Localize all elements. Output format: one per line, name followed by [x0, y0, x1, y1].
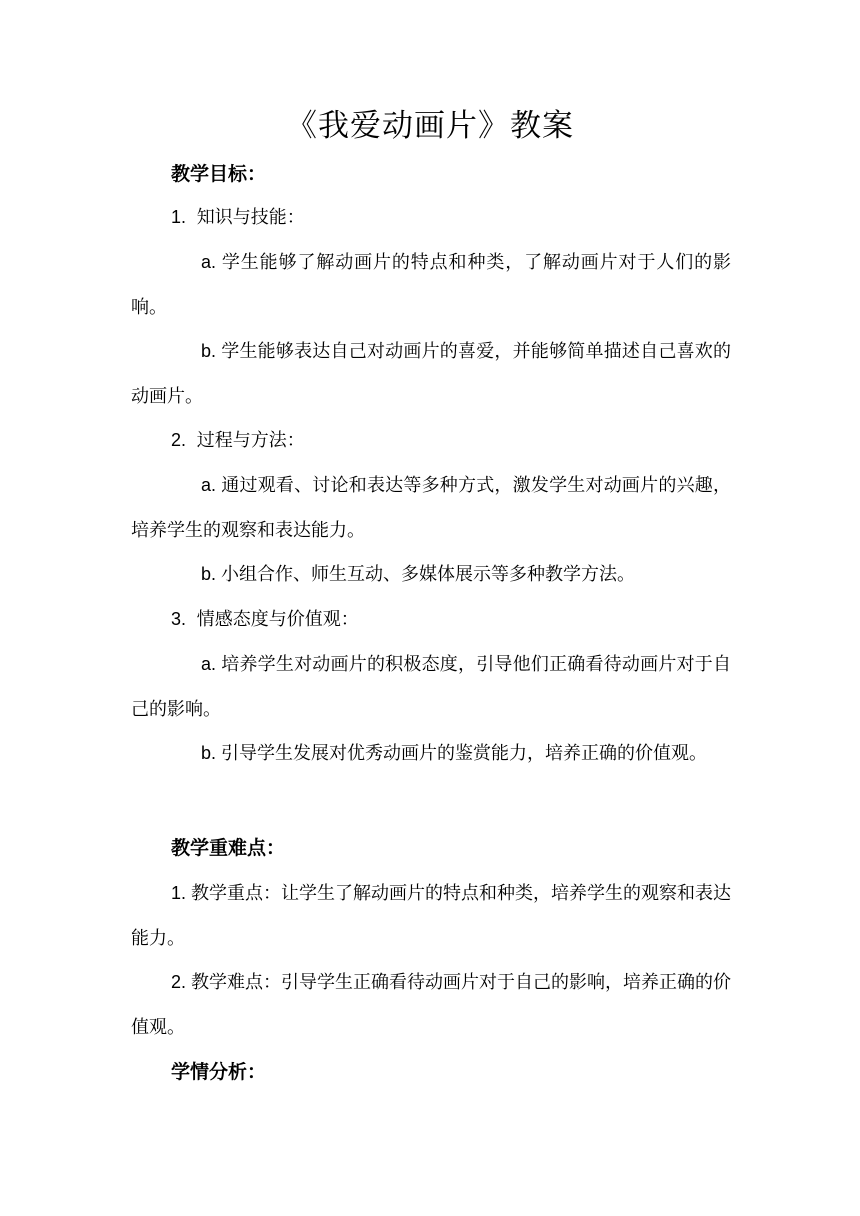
objective-1a-paragraph [131, 240, 731, 330]
key-point-2-paragraph [131, 960, 731, 1050]
objective-3a-paragraph [131, 642, 731, 732]
item-label: 知识与技能： [196, 207, 305, 228]
subitem-text: 学生能够表达自己对动画片的喜爱，并能够简单描述自己喜欢的动画片。 [131, 341, 731, 407]
item-label: 过程与方法： [196, 430, 305, 451]
section-heading-analysis: 学情分析： [171, 1061, 267, 1083]
subitem-marker: a. [201, 252, 217, 272]
subitem-marker: a. [201, 475, 217, 495]
objective-2b-paragraph [131, 552, 731, 597]
key-point-1-paragraph [131, 871, 731, 961]
subitem-text: 学生能够了解动画片的特点和种类，了解动画片对于人们的影响。 [131, 252, 731, 318]
subitem-marker: b. [201, 564, 217, 584]
objective-item-1 [171, 202, 305, 233]
subitem-text: 小组合作、师生互动、多媒体展示等多种教学方法。 [221, 564, 636, 585]
key-point-text: 教学难点：引导学生正确看待动画片对于自己的影响，培养正确的价值观。 [131, 972, 732, 1038]
item-label: 情感态度与价值观： [196, 609, 359, 630]
subitem-marker: a. [201, 654, 217, 674]
item-number: 1. [171, 883, 187, 903]
key-point-text: 教学重点：让学生了解动画片的特点和种类，培养学生的观察和表达能力。 [131, 883, 732, 949]
objective-2a-paragraph [131, 463, 731, 553]
objective-1b-paragraph [131, 329, 731, 419]
objective-item-2 [171, 425, 305, 456]
section-heading-objectives: 教学目标： [171, 163, 267, 185]
item-number: 2. [171, 430, 187, 450]
item-number: 1. [171, 207, 187, 227]
subitem-text: 通过观看、讨论和表达等多种方式，激发学生对动画片的兴趣，培养学生的观察和表达能力。 [131, 475, 731, 541]
subitem-text: 引导学生发展对优秀动画片的鉴赏能力，培养正确的价值观。 [221, 743, 708, 764]
subitem-marker: b. [201, 341, 217, 361]
objective-3b-paragraph [131, 731, 731, 776]
document-title: 《我爱动画片》教案 [286, 108, 574, 144]
subitem-marker: b. [201, 743, 217, 763]
objective-item-3 [171, 604, 359, 635]
item-number: 2. [171, 972, 187, 992]
section-heading-key-points: 教学重难点： [171, 837, 286, 859]
subitem-text: 培养学生对动画片的积极态度，引导他们正确看待动画片对于自己的影响。 [131, 654, 731, 720]
item-number: 3. [171, 609, 187, 629]
